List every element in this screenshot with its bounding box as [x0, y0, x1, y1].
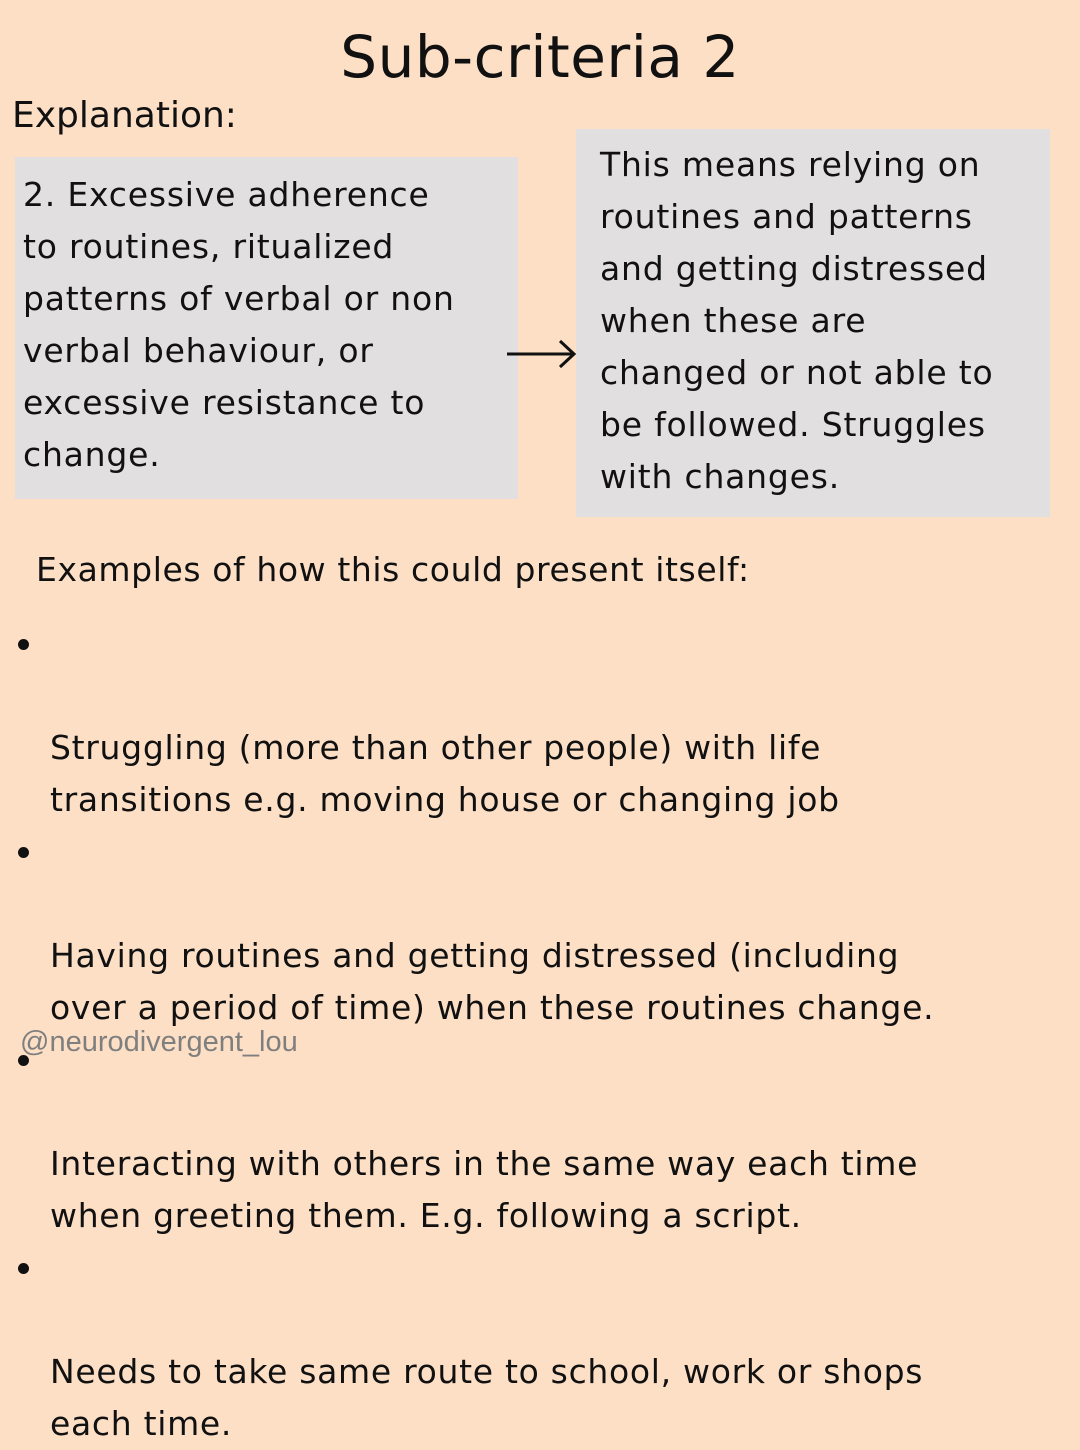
explanation-label: Explanation:: [12, 95, 237, 136]
list-item: [0, 826, 1080, 1034]
example-text: Having routines and getting distressed (including over a period of time) when these routines change.: [50, 936, 935, 1027]
bullet-icon: [18, 847, 29, 858]
list-item: [0, 618, 1080, 826]
right-arrow-icon: [505, 334, 579, 374]
meaning-text: This means relying on routines and patterns and getting distressed when these are changed or not able to be followed. Struggles with changes.: [600, 145, 994, 496]
meaning-box: [576, 129, 1050, 517]
bullet-icon: [18, 639, 29, 650]
list-item: [0, 1242, 1080, 1450]
criterion-text: 2. Excessive adherence to routines, ritualized patterns of verbal or non verbal behaviour, or excessive resistance to change.: [23, 175, 455, 474]
criterion-box: [15, 157, 518, 499]
example-text: Needs to take same route to school, work or shops each time.: [50, 1352, 924, 1443]
page-title: Sub-criteria 2: [340, 23, 740, 91]
example-text: Struggling (more than other people) with life transitions e.g. moving house or changing job: [50, 728, 840, 819]
list-item: [0, 1034, 1080, 1242]
bullet-icon: [18, 1263, 29, 1274]
examples-heading: Examples of how this could present itself:: [36, 550, 750, 589]
example-text: Interacting with others in the same way each time when greeting them. E.g. following a script.: [50, 1144, 919, 1235]
author-handle: @neurodivergent_lou: [20, 1026, 298, 1058]
